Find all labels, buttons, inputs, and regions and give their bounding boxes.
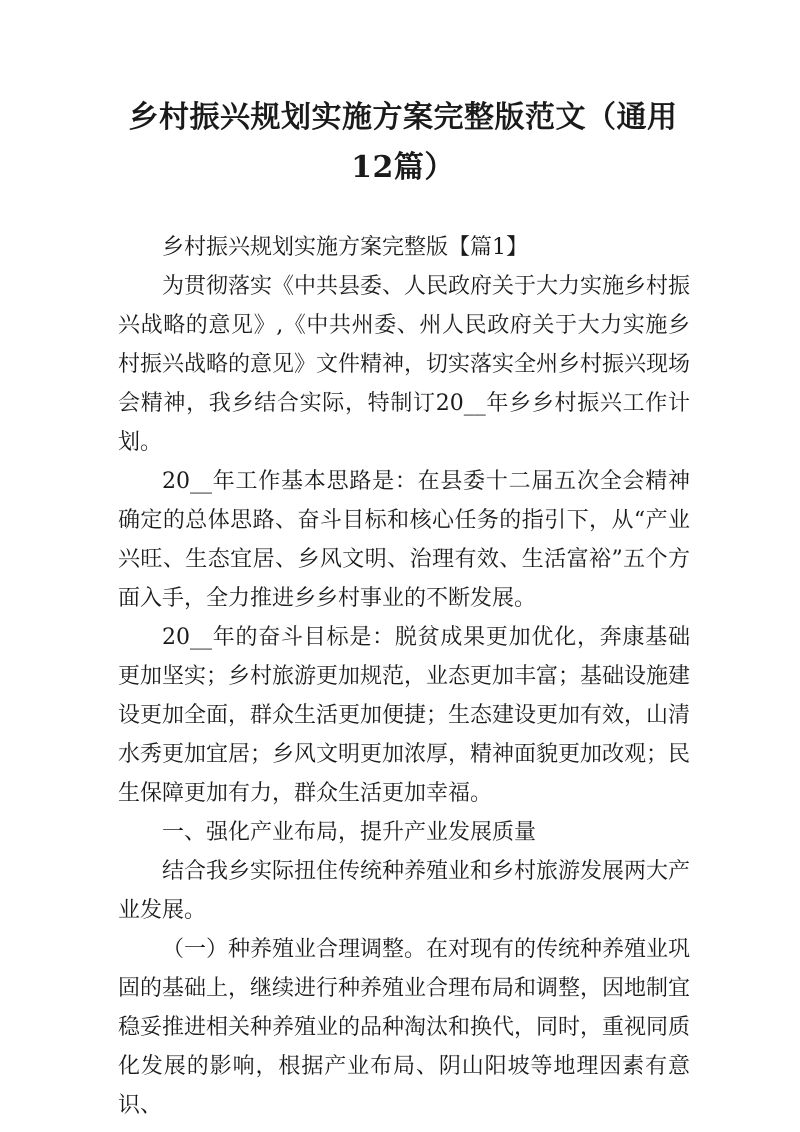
section-heading-industry: 一、强化产业布局，提升产业发展质量 <box>162 820 537 845</box>
paragraph-goals: 20__年的奋斗目标是：脱贫成果更加优化，奔康基础更加坚实；乡村旅游更加规范，业态更加丰富；基础设施建设更加全面，群众生活更加便捷；生态建设更加有效，山清水秀更加宜居；乡风文明更加浓厚，精神面貌更加改观；民生保障更加有力，群众生活更加幸福。 <box>118 625 691 806</box>
paragraph-industry-summary: 结合我乡实际扭住传统种养殖业和乡村旅游发展两大产业发展。 <box>118 859 691 923</box>
paragraph-approach: 20__年工作基本思路是：在县委十二届五次全会精神确定的总体思路、奋斗目标和核心任务的指引下，从“产业兴旺、生态宜居、乡风文明、治理有效、生活富裕”五个方面入手，全力推进乡乡村事业的不断发展。 <box>118 469 690 611</box>
document-title: 乡村振兴规划实施方案完整版范文（通用12篇） <box>128 100 678 185</box>
paragraph-planting-breeding: （一）种养殖业合理调整。在对现有的传统种养殖业巩固的基础上，继续进行种养殖业合理布局和调整，因地制宜稳妥推进相关种养殖业的品种淘汰和换代，同时，重视同质化发展的影响，根据产业布局、阴山阳坡等地理因素有意识、 <box>118 937 691 1118</box>
paragraph-purpose: 为贯彻落实《中共县委、人民政府关于大力实施乡村振兴战略的意见》,《中共州委、州人民政府关于大力实施乡村振兴战略的意见》文件精神，切实落实全州乡村振兴现场会精神，我乡结合实际，特制订20__年乡乡村振兴工作计划。 <box>118 274 691 455</box>
document-body <box>118 228 690 1125</box>
chapter-heading: 乡村振兴规划实施方案完整版【篇1】 <box>162 235 528 260</box>
